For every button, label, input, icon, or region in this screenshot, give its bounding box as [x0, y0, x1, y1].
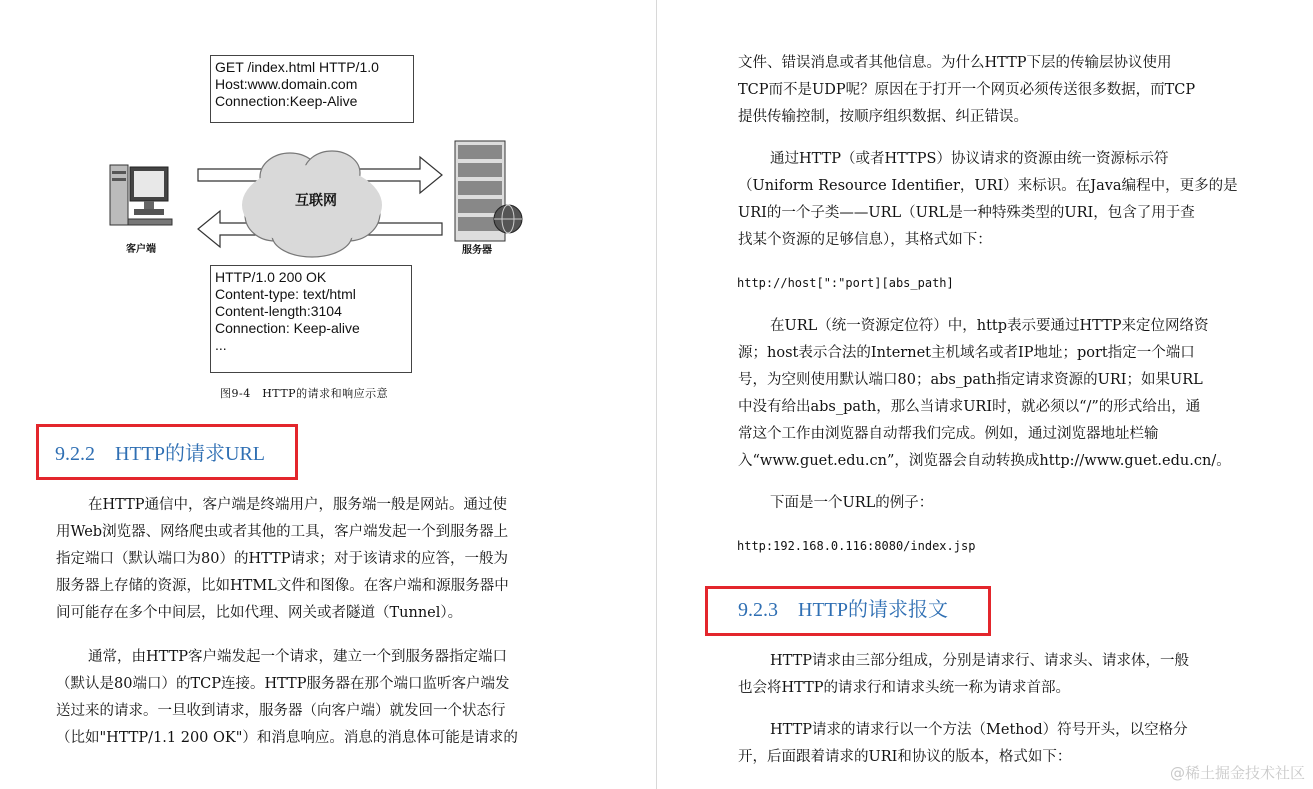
response-line: ...	[215, 337, 227, 353]
text-line: 文件、错误消息或者其他信息。为什么HTTP下层的传输层协议使用	[738, 55, 1172, 71]
text-line: 常这个工作由浏览器自动帮我们完成。例如，通过浏览器地址栏输	[738, 426, 1159, 442]
text-line: 送过来的请求。一旦收到请求，服务器（向客户端）就发回一个状态行	[56, 703, 506, 719]
text-line: 入“www.guet.edu.cn”，浏览器会自动转换成http://www.guet.edu.cn/。	[738, 453, 1231, 469]
text-line: 下面是一个URL的例子：	[770, 495, 934, 511]
text-line: 用Web浏览器、网络爬虫或者其他的工具，客户端发起一个到服务器上	[56, 524, 509, 540]
paragraph	[738, 146, 1238, 254]
text-line: 在HTTP通信中，客户端是终端用户，服务端一般是网站。通过使	[88, 497, 508, 513]
client-label: 客户端	[126, 244, 156, 255]
response-line: Content-type: text/html	[215, 286, 356, 302]
section-heading: 9.2.3 HTTP的请求报文	[738, 599, 948, 621]
response-line: HTTP/1.0 200 OK	[215, 269, 327, 285]
text-line: 找某个资源的足够信息），其格式如下：	[738, 232, 992, 248]
paragraph	[738, 648, 1189, 702]
text-line: 指定端口（默认端口为80）的HTTP请求；对于该请求的应答，一般为	[56, 551, 508, 567]
paragraph	[738, 50, 1195, 131]
text-line: （Uniform Resource Identifier，URI）来标识。在Java编程中，更多的是	[738, 178, 1238, 194]
request-line: GET /index.html HTTP/1.0	[215, 59, 379, 75]
text-line: （比如"HTTP/1.1 200 OK"）和消息响应。消息的消息体可能是请求的	[56, 730, 518, 746]
text-line: 源；host表示合法的Internet主机域名或者IP地址；port指定一个端口	[738, 345, 1195, 361]
text-line: HTTP请求的请求行以一个方法（Method）符号开头，以空格分	[770, 722, 1188, 738]
paragraph	[56, 644, 518, 752]
server-label: 服务器	[462, 245, 492, 256]
text-line: URI的一个子类——URL（URL是一种特殊类型的URI，包含了用于查	[738, 205, 1195, 221]
text-line: 也会将HTTP的请求行和请求头统一称为请求首部。	[738, 680, 1071, 696]
response-line: Connection: Keep-alive	[215, 320, 360, 336]
paragraph	[738, 313, 1231, 475]
code-line: http://host[":"port][abs_path]	[737, 276, 954, 290]
code-line: http:192.168.0.116:8080/index.jsp	[737, 539, 976, 553]
text-line: （默认是80端口）的TCP连接。HTTP服务器在那个端口监听客户端发	[56, 676, 510, 692]
watermark: @稀土掘金技术社区	[1169, 764, 1305, 782]
text-line: 在URL（统一资源定位符）中，http表示要通过HTTP来定位网络资	[770, 318, 1209, 334]
right-page	[657, 0, 1313, 789]
text-line: HTTP请求由三部分组成，分别是请求行、请求头、请求体，一般	[770, 653, 1190, 669]
server-icon	[455, 141, 522, 241]
figure-caption: 图9-4 HTTP的请求和响应示意	[220, 387, 389, 400]
text-line: 间可能存在多个中间层，比如代理、网关或者隧道（Tunnel）。	[56, 605, 463, 621]
text-line: 通常，由HTTP客户端发起一个请求，建立一个到服务器指定端口	[88, 649, 508, 665]
client-computer-icon	[110, 165, 172, 225]
left-page	[0, 0, 655, 789]
request-message-box	[210, 55, 414, 123]
paragraph	[56, 492, 509, 627]
response-line: Content-length:3104	[215, 303, 342, 319]
http-request-response-figure	[100, 45, 530, 385]
text-line: TCP而不是UDP呢？原因在于打开一个网页必须传送很多数据，而TCP	[738, 82, 1196, 98]
paragraph	[770, 490, 933, 517]
text-line: 服务器上存储的资源，比如HTML文件和图像。在客户端和源服务器中	[56, 578, 509, 594]
section-heading: 9.2.2 HTTP的请求URL	[55, 443, 265, 465]
text-line: 提供传输控制，按顺序组织数据、纠正错误。	[738, 109, 1028, 125]
request-line: Host:www.domain.com	[215, 76, 358, 92]
text-line: 号，为空则使用默认端口80；abs_path指定请求资源的URI；如果URL	[738, 372, 1203, 388]
text-line: 开，后面跟着请求的URI和协议的版本，格式如下：	[738, 749, 1072, 765]
text-line: 中没有给出abs_path，那么当请求URI时，就必须以“/”的形式给出，通	[738, 399, 1201, 415]
response-message-box	[210, 265, 412, 373]
request-line: Connection:Keep-Alive	[215, 93, 358, 109]
paragraph	[738, 717, 1188, 771]
text-line: 通过HTTP（或者HTTPS）协议请求的资源由统一资源标示符	[770, 151, 1169, 167]
cloud-label: 互联网	[295, 193, 337, 209]
